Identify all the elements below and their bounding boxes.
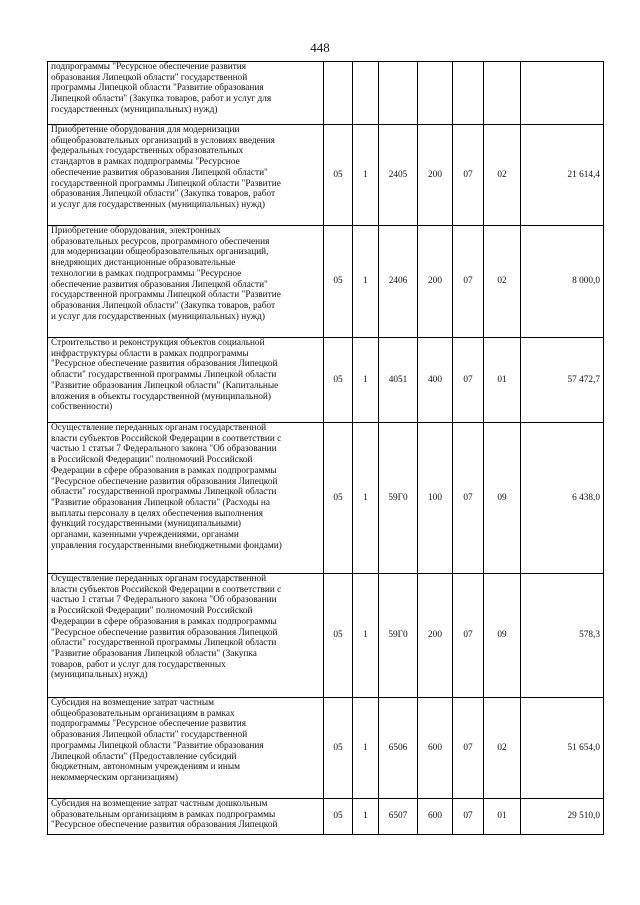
subprogram-code-cell: 1 xyxy=(353,574,379,698)
description-cell xyxy=(48,338,324,423)
amount-cell: 8 000,0 xyxy=(521,226,604,338)
subsection-cell: 02 xyxy=(484,698,521,799)
subprogram-code-cell: 1 xyxy=(353,125,379,226)
subsection-cell: 01 xyxy=(484,338,521,423)
program-code-cell: 05 xyxy=(324,226,353,338)
amount-cell: 6 438,0 xyxy=(521,423,604,574)
expense-type-cell: 200 xyxy=(418,574,453,698)
description-cell xyxy=(48,423,324,574)
program-code-cell: 05 xyxy=(324,125,353,226)
amount-cell xyxy=(521,62,604,125)
table-row xyxy=(48,62,604,125)
expense-type-cell: 100 xyxy=(418,423,453,574)
table-row xyxy=(48,799,604,835)
table-row xyxy=(48,574,604,698)
description-text: Субсидия на возмещение затрат частным общеобразовательным организациям в рамках подпрограммы "Ресурсное обеспечение развития образования Липецкой области" государственной программы Липецкой области "Развитие образования Липецкой области" (Предоставление субсидий бюджетным, автономным учреждениям и иным некоммерческим организациям) xyxy=(51,698,264,783)
description-text: Осуществление переданных органам государственной власти субъектов Российской Федерации в соответствии с частью 1 статьи 7 Федерального закона "Об образовании в Российской Федерации" полномочий Российской Федерации в сфере образования в рамках подпрограммы "Ресурсное обеспечение развития образования Липецкой области" государственной программы Липецкой области "Развитие образования Липецкой области" (Расходы на выплаты персоналу в целях обеспечения выполнения функций государственными (муниципальными) органами, казенными учреждениями, органами управления государственными внебюджетными фондами) xyxy=(51,423,282,551)
description-text: Осуществление переданных органам государственной власти субъектов Российской Федерации в соответствии с частью 1 статьи 7 Федерального закона "Об образовании в Российской Федерации" полномочий Российской Федерации в сфере образования в рамках подпрограммы "Ресурсное обеспечение развития образования Липецкой области" государственной программы Липецкой области "Развитие образования Липецкой области" (Закупка товаров, работ и услуг для государственных (муниципальных) нужд) xyxy=(51,574,282,681)
program-code-cell: 05 xyxy=(324,698,353,799)
program-code-cell: 05 xyxy=(324,338,353,423)
expense-type-cell xyxy=(418,62,453,125)
description-cell xyxy=(48,62,324,125)
description-cell xyxy=(48,125,324,226)
description-cell xyxy=(48,698,324,799)
amount-cell: 57 472,7 xyxy=(521,338,604,423)
subsection-cell xyxy=(484,62,521,125)
subsection-cell: 01 xyxy=(484,799,521,835)
subsection-cell: 02 xyxy=(484,226,521,338)
direction-code-cell: 2405 xyxy=(379,125,418,226)
direction-code-cell: 59Г0 xyxy=(379,423,418,574)
table-row xyxy=(48,226,604,338)
program-code-cell: 05 xyxy=(324,799,353,835)
table-row xyxy=(48,125,604,226)
budget-table xyxy=(47,61,604,835)
description-text: Приобретение оборудования, электронных образовательных ресурсов, программного обеспечения для модернизации общеобразовательных организаций, внедряющих дистанционные образовательные технологии в рамках подпрограммы "Ресурсное обеспечение развития образования Липецкой области" государственной программы Липецкой области "Развитие образования Липецкой области" (Закупка товаров, работ и услуг для государственных (муниципальных) нужд) xyxy=(51,226,281,322)
table-row xyxy=(48,338,604,423)
subprogram-code-cell: 1 xyxy=(353,338,379,423)
description-text: подпрограммы "Ресурсное обеспечение развития образования Липецкой области" государственной программы Липецкой области "Развитие образования Липецкой области" (Закупка товаров, работ и услуг для государственных (муниципальных) нужд) xyxy=(51,62,272,115)
amount-cell: 29 510,0 xyxy=(521,799,604,835)
program-code-cell xyxy=(324,62,353,125)
section-cell: 07 xyxy=(453,574,484,698)
subprogram-code-cell: 1 xyxy=(353,799,379,835)
direction-code-cell xyxy=(379,62,418,125)
subprogram-code-cell: 1 xyxy=(353,226,379,338)
subprogram-code-cell: 1 xyxy=(353,423,379,574)
description-cell xyxy=(48,574,324,698)
program-code-cell: 05 xyxy=(324,423,353,574)
section-cell: 07 xyxy=(453,423,484,574)
direction-code-cell: 6506 xyxy=(379,698,418,799)
expense-type-cell: 200 xyxy=(418,226,453,338)
section-cell: 07 xyxy=(453,125,484,226)
page-number: 448 xyxy=(310,40,330,55)
direction-code-cell: 2406 xyxy=(379,226,418,338)
table-row xyxy=(48,423,604,574)
description-cell xyxy=(48,226,324,338)
expense-type-cell: 600 xyxy=(418,698,453,799)
direction-code-cell: 6507 xyxy=(379,799,418,835)
subsection-cell: 09 xyxy=(484,423,521,574)
description-text: Приобретение оборудования для модернизации общеобразовательных организаций в условиях введения федеральных государственных образовательных стандартов в рамках подпрограммы "Ресурсное обеспечение развития образования Липецкой области" государственной программы Липецкой области "Развитие образования Липецкой области" (Закупка товаров, работ и услуг для государственных (муниципальных) нужд) xyxy=(51,125,281,210)
subsection-cell: 02 xyxy=(484,125,521,226)
subprogram-code-cell: 1 xyxy=(353,698,379,799)
description-cell xyxy=(48,799,324,835)
table-row xyxy=(48,698,604,799)
description-text: Строительство и реконструкция объектов социальной инфраструктуры области в рамках подпрограммы "Ресурсное обеспечение развития образования Липецкой области" государственной программы Липецкой области "Развитие образования Липецкой области" (Капитальные вложения в объекты государственной (муниципальной) собственности) xyxy=(51,338,279,413)
direction-code-cell: 59Г0 xyxy=(379,574,418,698)
section-cell: 07 xyxy=(453,799,484,835)
description-text: Субсидия на возмещение затрат частным дошкольным образовательным организациям в рамках подпрограммы "Ресурсное обеспечение развития образования Липецкой xyxy=(51,799,278,831)
expense-type-cell: 400 xyxy=(418,338,453,423)
expense-type-cell: 200 xyxy=(418,125,453,226)
section-cell: 07 xyxy=(453,698,484,799)
table-body xyxy=(48,62,604,835)
expense-type-cell: 600 xyxy=(418,799,453,835)
subprogram-code-cell xyxy=(353,62,379,125)
subsection-cell: 09 xyxy=(484,574,521,698)
section-cell: 07 xyxy=(453,226,484,338)
amount-cell: 21 614,4 xyxy=(521,125,604,226)
section-cell: 07 xyxy=(453,338,484,423)
program-code-cell: 05 xyxy=(324,574,353,698)
direction-code-cell: 4051 xyxy=(379,338,418,423)
amount-cell: 578,3 xyxy=(521,574,604,698)
amount-cell: 51 654,0 xyxy=(521,698,604,799)
section-cell xyxy=(453,62,484,125)
